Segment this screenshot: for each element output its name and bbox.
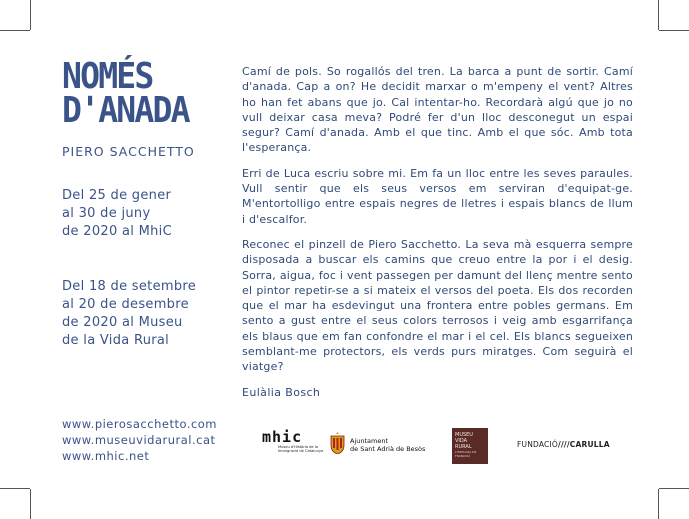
paragraph-1: Camí de pols. So rogallós del tren. La barca a punt de sortir. Camí d'anada. Cap a on? He decidit marxar o m'empeny el vent? Altres ho han fet abans que jo. Cal intentar-ho. Recordarà algú que jo no vull deixar casa meva? Podré fer d'un lloc desconegut un espai segur? Camí d'anada. Amb el que tinc. Amb el que sóc. Amb tota l'esperança. [242,65,633,155]
crop-mark [658,0,659,30]
mhic-mark: mhic [262,428,303,446]
vida-line-2: VIDA RURAL [455,438,472,450]
crop-mark [659,488,689,489]
date-line: de 2020 al MhiC [62,224,172,239]
ajuntament-text [350,437,425,453]
date-line: al 20 de desembre [62,297,189,312]
crop-mark [30,0,31,30]
link-mhic[interactable]: www.mhic.net [62,449,150,463]
date-line: Del 18 de setembre [62,279,197,294]
dates-mhic [62,187,172,241]
mhic-logo [262,428,322,464]
coat-of-arms-icon [330,432,345,454]
carulla-name: ////CARULLA [558,440,610,449]
link-pierosacchetto[interactable]: www.pierosacchetto.com [62,417,218,431]
date-line: Del 25 de gener [62,188,172,203]
museu-vida-rural-logo [452,428,488,464]
ajuntament-logo [330,432,440,460]
crop-mark [0,488,30,489]
mhic-subtitle: Museu d'Història de la Immigració de Catalunya [278,445,324,454]
date-line: al 30 de juny [62,206,151,221]
fundacio-carulla-logo [517,440,610,449]
carulla-prefix: FUNDACIÓ [517,440,559,449]
author-name: PIERO SACCHETTO [62,144,195,159]
title-line-1: NOMÉS [62,56,153,97]
crop-mark [658,489,659,519]
crop-mark [659,30,689,31]
website-links [62,416,217,464]
ajuntament-line-1: Ajuntament [350,437,389,445]
exhibition-title [62,56,189,131]
ajuntament-line-2: de Sant Adrià de Besòs [350,445,426,453]
vida-line-1: MUSEU [455,432,473,438]
vida-subtitle: L'ESPLUGA DE FRANCOLÍ [455,450,477,458]
paragraph-2: Erri de Luca escriu sobre mi. Em fa un lloc entre les seves paraules. Vull sentir que els seus versos em serviran d'equipat-ge. M'entortolligo entre espais negres de lletres i espais blancs de llum i d'escalfor. [242,166,633,226]
date-line: de 2020 al Museu [62,315,183,330]
paragraph-3: Reconec el pinzell de Piero Sacchetto. La seva mà esquerra sempre disposada a buscar els camins que creuo entre la por i el desig. Sorra, aigua, foc i vent passegen per damunt del llenç mentre sento el pintor repetir-se a si mateix el versos del poeta. Els dos recorden que el mar ha esdevingut una frontera entre pobles germans. Em sento a gust entre el seus colors terrosos i veig amb esgarrifança els blaus que em fan confondre el mar i el cel. Els blancs segueixen semblant-me protectors, els verds purs miratges. Com seguirà el viatge? [242,237,633,374]
title-line-2: D'ANADA [62,90,189,131]
signature: Eulàlia Bosch [242,386,321,399]
dates-museu-vida-rural [62,278,196,350]
date-line: de la Vida Rural [62,333,170,348]
link-museuvidarural[interactable]: www.museuvidarural.cat [62,433,216,447]
body-text [242,64,633,385]
crop-mark [0,30,30,31]
crop-mark [30,489,31,519]
